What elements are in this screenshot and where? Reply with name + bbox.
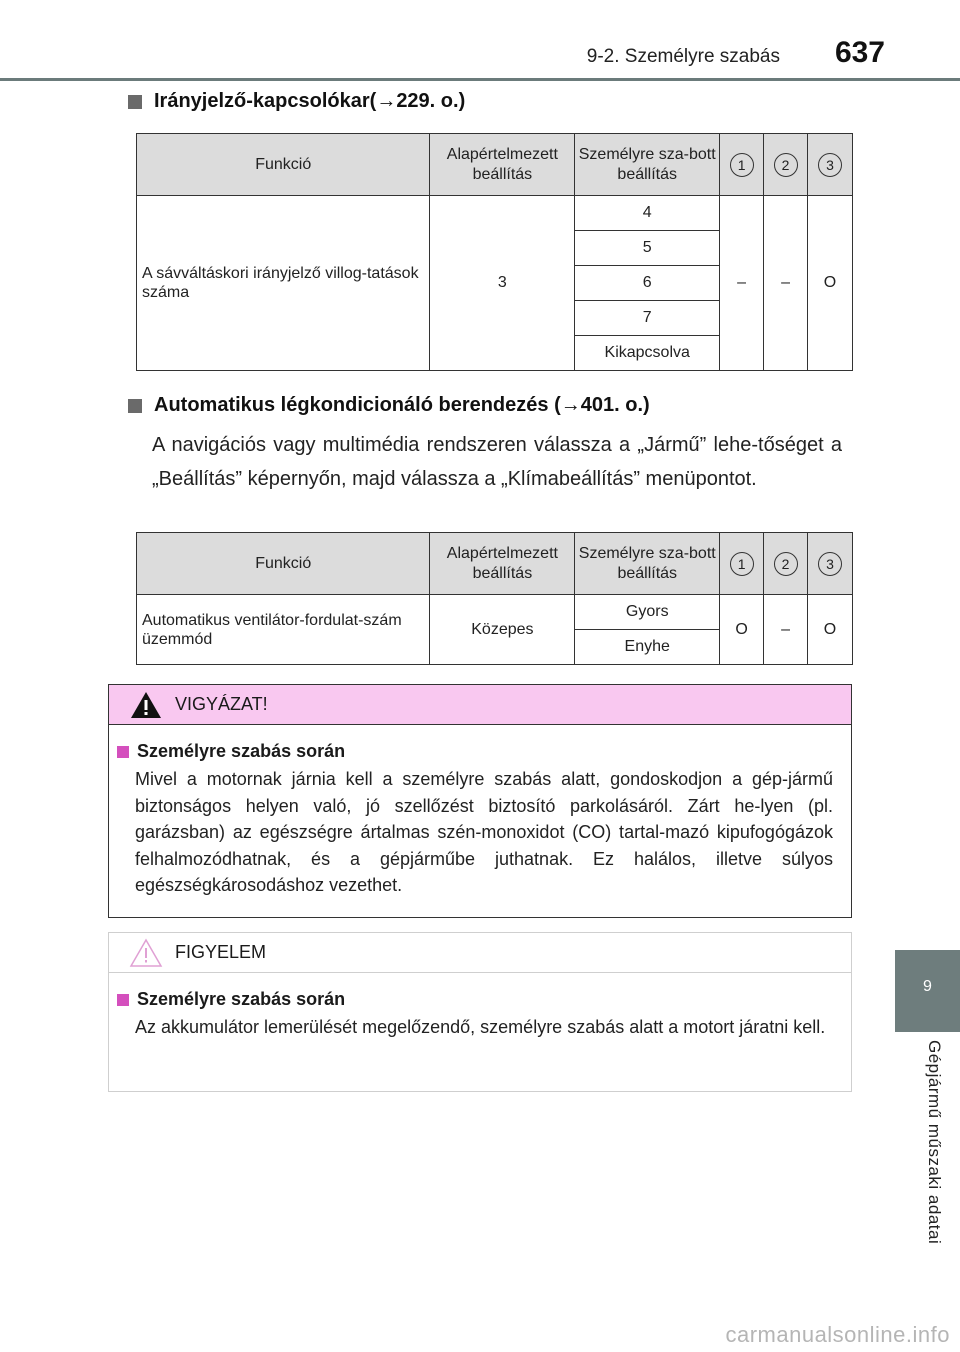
col-header-default: Alapértelmezett beállítás <box>430 134 575 196</box>
col-header-3: 3 <box>818 153 842 177</box>
notice-subheading-text: Személyre szabás során <box>137 989 346 1009</box>
col-header-3: 3 <box>818 552 842 576</box>
chapter-tab: 9 <box>895 950 960 1032</box>
heading-text: Irányjelző-kapcsolókar( <box>154 90 377 112</box>
col-header-custom: Személyre sza-bott beállítás <box>575 533 720 595</box>
col-header-function: Funkció <box>137 134 430 196</box>
page-number: 637 <box>834 36 885 69</box>
cell-option: 6 <box>575 266 720 301</box>
notice-header <box>109 933 851 973</box>
instruction-paragraph: A navigációs vagy multimédia rendszeren válassza a „Jármű” lehe-tőséget a „Beállítás” képernyőn, majd válassza a „Klímabeállítás” menüpontot. <box>152 434 842 490</box>
page-reference: →229. o.) <box>376 90 466 112</box>
notice-label: FIGYELEM <box>175 942 267 962</box>
col-header-1: 1 <box>730 153 754 177</box>
caution-subheading <box>117 741 833 762</box>
cell-option: 5 <box>575 231 720 266</box>
notice-text: Az akkumulátor lemerülését megelőzendő, személyre szabás alatt a motort járatni kell. <box>135 1017 826 1037</box>
heading-square-icon <box>128 95 142 109</box>
cell-col3: O <box>808 595 853 665</box>
caution-label: VIGYÁZAT! <box>175 694 268 714</box>
col-header-2: 2 <box>774 552 798 576</box>
cell-option: Gyors <box>575 595 720 630</box>
cell-default: Közepes <box>430 595 575 665</box>
page-reference: →401. o.) <box>560 394 650 416</box>
caution-box <box>108 684 852 918</box>
cell-option: Kikapcsolva <box>575 336 720 371</box>
table-row <box>137 196 853 231</box>
cell-col1: O <box>720 595 764 665</box>
notice-subheading <box>117 989 833 1010</box>
table-header-row <box>137 134 853 196</box>
subheading-square-icon <box>117 746 129 758</box>
chapter-title: Gépjármű műszaki adatai <box>925 1040 944 1245</box>
col-header-1: 1 <box>730 552 754 576</box>
cell-function: A sávváltáskori irányjelző villog-tatások száma <box>137 196 430 371</box>
cell-option: 7 <box>575 301 720 336</box>
subheading-square-icon <box>117 994 129 1006</box>
col-header-2: 2 <box>774 153 798 177</box>
cell-option: Enyhe <box>575 630 720 665</box>
col-header-function: Funkció <box>137 533 430 595</box>
caution-subheading-text: Személyre szabás során <box>137 741 346 761</box>
caution-text: Mivel a motornak járnia kell a személyre szabás alatt, gondoskodjon a gép-jármű biztonságos helyen való, jó szellőzést biztosító parkolásáról. Zárt he-lyen (pl. garázsban) az egészségre ártalmas szén-monoxidot (CO) tartal-mazó kipufogógázok felhalmozódhatnak, és a gépjárműbe juthatnak. Ez halálos, illetve súlyos egészségkárosodáshoz vezethet. <box>135 769 833 895</box>
cell-col2: – <box>764 595 808 665</box>
heading-text: Automatikus légkondicionáló berendezés ( <box>154 394 561 416</box>
table-row <box>137 595 853 630</box>
turn-signal-table <box>136 133 853 371</box>
heading-square-icon <box>128 399 142 413</box>
cell-col3: O <box>808 196 853 371</box>
cell-col2: – <box>764 196 808 371</box>
section-heading-climate <box>128 394 650 417</box>
warning-icon <box>129 690 163 720</box>
col-header-default: Alapértelmezett beállítás <box>430 533 575 595</box>
cell-function: Automatikus ventilátor-fordulat-szám üzemmód <box>137 595 430 665</box>
cell-col1: – <box>720 196 764 371</box>
climate-table <box>136 532 853 665</box>
watermark: carmanualsonline.info <box>725 1322 950 1347</box>
header-divider <box>0 78 960 81</box>
cell-option: 4 <box>575 196 720 231</box>
cell-default: 3 <box>430 196 575 371</box>
notice-box <box>108 932 852 1092</box>
section-heading-turn-signal <box>128 90 465 113</box>
col-header-custom: Személyre sza-bott beállítás <box>575 134 720 196</box>
caution-header <box>109 685 851 725</box>
warning-outline-icon <box>129 938 163 968</box>
table-header-row <box>137 533 853 595</box>
section-title: 9-2. Személyre szabás <box>586 46 780 67</box>
